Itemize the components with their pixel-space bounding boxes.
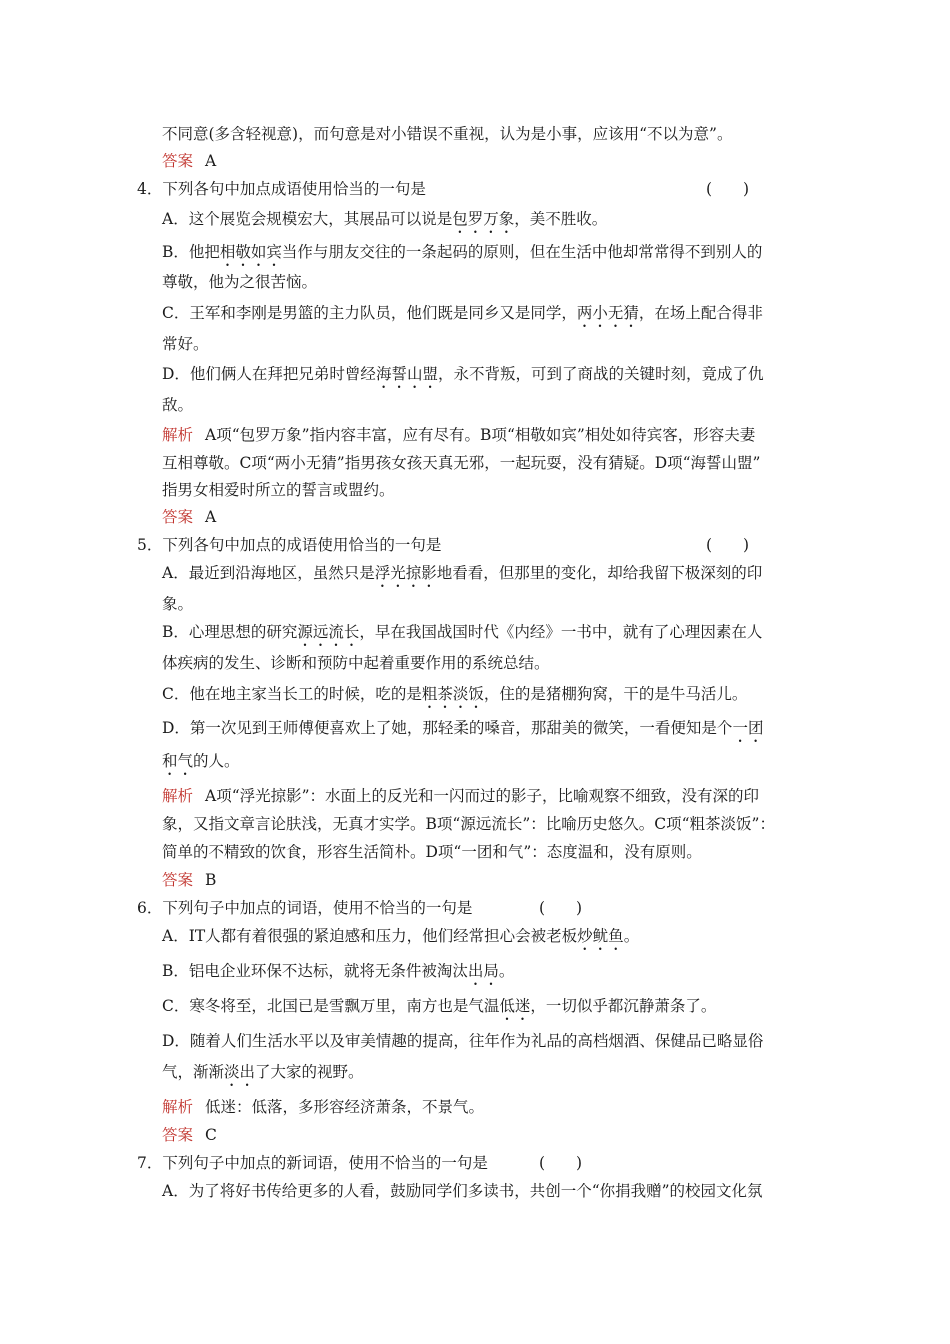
answer-line xyxy=(162,1125,217,1145)
analysis-line: 指男女相爱时所立的誓言或盟约。 xyxy=(162,481,395,499)
option-d: D．随着人们生活水平以及审美情趣的提高，往年作为礼品的高档烟酒、保健品已略显俗 xyxy=(162,1032,764,1050)
question-text: 下列各句中加点的成语使用恰当的一句是 xyxy=(162,536,442,554)
analysis-text: A项“包罗万象”指内容丰富，应有尽有。B项“相敬如宾”相处如待宾客，形容夫妻 xyxy=(205,426,756,444)
analysis-label: 解析 xyxy=(162,426,194,444)
answer-label: 答案 xyxy=(162,1126,194,1144)
option-d-cont xyxy=(162,1062,364,1090)
analysis-line xyxy=(162,786,759,806)
option-b xyxy=(162,622,762,650)
option-a xyxy=(162,209,607,237)
question-7-stem xyxy=(137,1153,488,1173)
dotted-word: 低迷 xyxy=(499,997,531,1015)
question-text: 下列句子中加点的新词语，使用不恰当的一句是 xyxy=(162,1154,488,1172)
option-text: 。 xyxy=(623,927,640,945)
option-b xyxy=(162,961,514,989)
option-text: D．他们俩人在拜把兄弟时曾经 xyxy=(162,365,376,383)
option-a xyxy=(162,563,762,591)
option-text: 气，渐渐 xyxy=(162,1063,225,1081)
dotted-word: 炒鱿鱼 xyxy=(577,927,624,945)
answer-line xyxy=(162,151,216,171)
option-a: A．为了将好书传给更多的人看，鼓励同学们多读书，共创一个“你捐我赠”的校园文化氛 xyxy=(162,1182,763,1200)
option-d xyxy=(162,364,763,392)
answer-value: A xyxy=(205,508,217,526)
question-5-stem xyxy=(137,535,441,555)
answer-line xyxy=(162,870,216,890)
option-text: B．他把 xyxy=(162,243,220,261)
answer-parentheses: ( ) xyxy=(539,899,583,917)
analysis-label: 解析 xyxy=(162,787,194,805)
option-text: ，永不背叛，可到了商战的关键时刻，竟成了仇 xyxy=(437,365,764,383)
answer-parentheses: ( ) xyxy=(539,1154,583,1172)
option-c xyxy=(162,996,716,1024)
option-text: 当作与朋友交往的一条起码的原则，但在生活中他却常常得不到别人的 xyxy=(281,243,763,261)
option-text: 。 xyxy=(498,962,515,980)
dotted-word: 淡出 xyxy=(224,1063,256,1081)
answer-value: C xyxy=(205,1126,217,1144)
dotted-idiom: 海誓山盟 xyxy=(375,365,438,383)
question-4-stem xyxy=(137,179,426,199)
analysis-line xyxy=(162,425,755,445)
analysis-line: 简单的不精致的饮食，形容生活简朴。D项“一团和气”：态度温和，没有原则。 xyxy=(162,843,702,861)
question-number: 5． xyxy=(137,536,163,554)
option-a xyxy=(162,926,639,954)
option-text: A．这个展览会规模宏大，其展品可以说是 xyxy=(162,210,453,228)
question-text: 下列句子中加点的词语，使用不恰当的一句是 xyxy=(162,899,473,917)
analysis-line: 象，又指文章言论肤浅，无真才实学。B项“源远流长”：比喻历史悠久。C项“粗茶淡饭”： xyxy=(162,815,775,833)
option-b-cont: 尊敬，他为之很苦恼。 xyxy=(162,273,318,291)
answer-label: 答案 xyxy=(162,871,194,889)
option-text: D．第一次见到王师傅便喜欢上了她，那轻柔的嗓音，那甜美的微笑，一看便知是个 xyxy=(162,719,733,737)
dotted-idiom: 包罗万象 xyxy=(452,210,515,228)
analysis-text: A项“浮光掠影”：水面上的反光和一闪而过的影子，比喻观察不细致，没有深的印 xyxy=(205,787,760,805)
dotted-word: 出局 xyxy=(467,962,499,980)
analysis-label: 解析 xyxy=(162,1098,194,1116)
option-d-cont: 敌。 xyxy=(162,396,194,414)
option-text: ，早在我国战国时代《内经》一书中，就有了心理因素在人 xyxy=(359,623,763,641)
answer-parentheses: ( ) xyxy=(706,180,750,198)
option-text: ，住的是猪棚狗窝，干的是牛马活儿。 xyxy=(483,685,748,703)
option-text: ，在场上配合得非 xyxy=(638,304,763,322)
option-text: B．铝电企业环保不达标，就将无条件被淘汰 xyxy=(162,962,468,980)
option-text: 地看看，但那里的变化，却给我留下极深刻的印 xyxy=(436,564,763,582)
answer-parentheses: ( ) xyxy=(706,536,750,554)
dotted-idiom: 两小无猜 xyxy=(576,304,639,322)
question-6-stem xyxy=(137,898,472,918)
text-line xyxy=(162,124,732,144)
option-b-cont: 体疾病的发生、诊断和预防中起着重要作用的系统总结。 xyxy=(162,654,550,672)
dotted-idiom: 相敬如宾 xyxy=(219,243,282,261)
question-text: 下列各句中加点成语使用恰当的一句是 xyxy=(162,180,426,198)
option-d-cont xyxy=(162,751,240,779)
option-text: A．最近到沿海地区，虽然只是 xyxy=(162,564,375,582)
analysis-text: 低迷：低落，多形容经济萧条，不景气。 xyxy=(205,1098,485,1116)
analysis-line: 互相尊敬。C项“两小无猜”指男孩女孩天真无邪，一起玩耍，没有猜疑。D项“海誓山盟” xyxy=(162,454,761,472)
option-text: C．王军和李刚是男篮的主力队员，他们既是同乡又是同学， xyxy=(162,304,577,322)
option-text: B．心理思想的研究 xyxy=(162,623,298,641)
option-c xyxy=(162,684,747,712)
option-text: ，美不胜收。 xyxy=(514,210,608,228)
question-number: 7． xyxy=(137,1154,163,1172)
option-text: C．寒冬将至，北国已是雪飘万里，南方也是气温 xyxy=(162,997,500,1015)
dotted-idiom: 和气 xyxy=(162,752,194,770)
answer-label: 答案 xyxy=(162,508,194,526)
answer-line xyxy=(162,507,216,527)
answer-value: A xyxy=(205,152,217,170)
option-a-cont: 象。 xyxy=(162,595,194,613)
question-number: 6． xyxy=(137,899,163,917)
option-text: ，一切似乎都沉静萧条了。 xyxy=(530,997,717,1015)
answer-value: B xyxy=(205,871,217,889)
option-c-cont: 常好。 xyxy=(162,335,209,353)
question-number: 4． xyxy=(137,180,163,198)
option-text: 的人。 xyxy=(193,752,240,770)
option-d xyxy=(162,718,763,746)
paragraph-text: 不同意(多含轻视意)，而句意是对小错误不重视，认为是小事，应该用“不以为意”。 xyxy=(162,125,733,143)
answer-label: 答案 xyxy=(162,152,194,170)
option-text: A．IT人都有着很强的紧迫感和压力，他们经常担心会被老板 xyxy=(162,927,578,945)
dotted-idiom: 浮光掠影 xyxy=(374,564,437,582)
option-b xyxy=(162,242,762,270)
option-c xyxy=(162,303,763,331)
analysis-line xyxy=(162,1097,484,1117)
dotted-idiom: 一团 xyxy=(732,719,764,737)
dotted-idiom: 源远流长 xyxy=(297,623,360,641)
option-text: 了大家的视野。 xyxy=(255,1063,364,1081)
dotted-idiom: 粗茶淡饭 xyxy=(421,685,484,703)
option-text: C．他在地主家当长工的时候，吃的是 xyxy=(162,685,422,703)
